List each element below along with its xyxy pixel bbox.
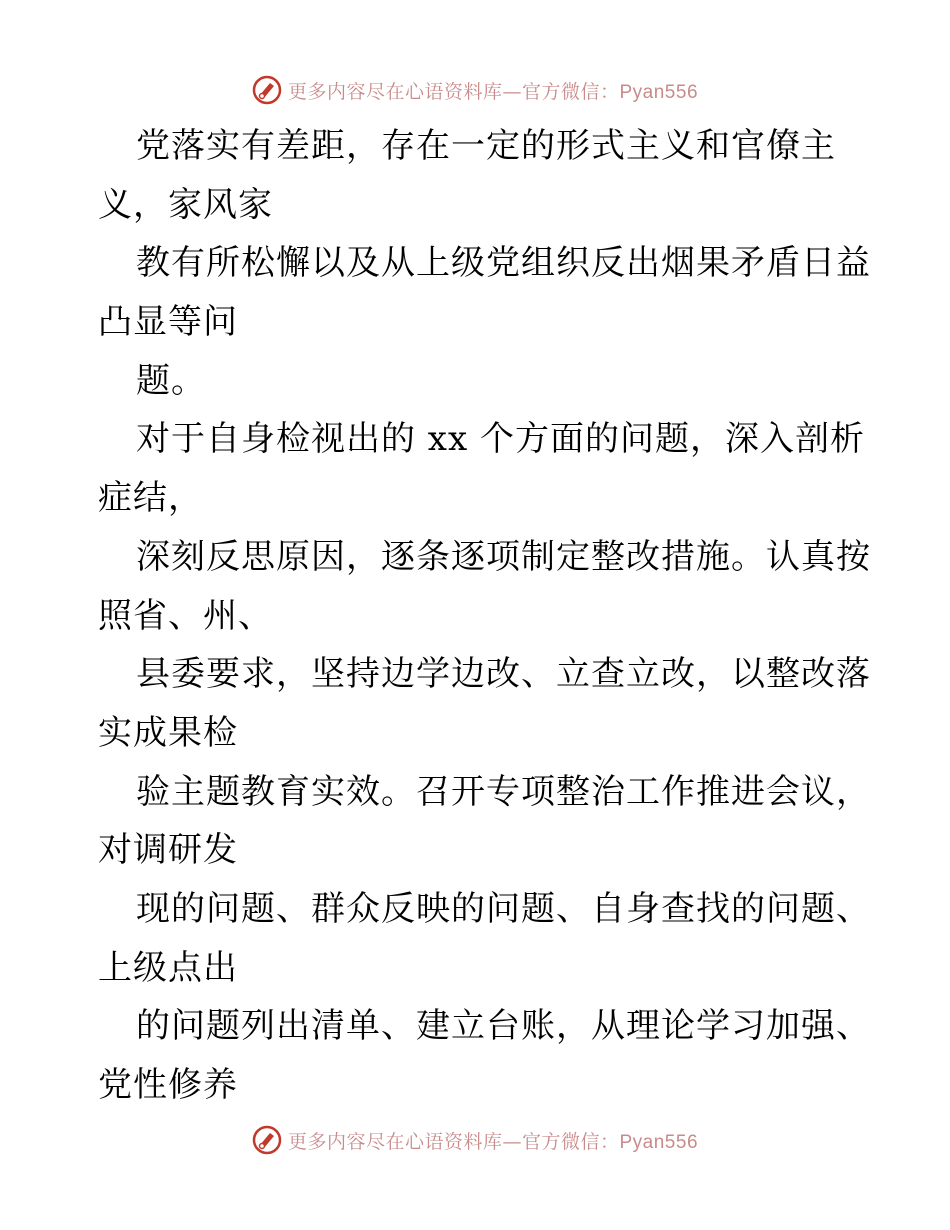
body-line: 上级点出 bbox=[98, 947, 238, 988]
body-line: 对调研发 bbox=[98, 830, 238, 871]
body-line: 教有所松懈以及从上级党组织反出烟果矛盾日益 bbox=[136, 243, 871, 284]
body-line: 症结， bbox=[98, 478, 203, 519]
footer-watermark bbox=[0, 1120, 950, 1160]
body-line: 题。 bbox=[136, 360, 206, 401]
body-line: 县委要求，坚持边学边改、立查立改，以整改落 bbox=[136, 654, 871, 695]
body-line: 凸显等问 bbox=[98, 302, 238, 343]
watermark-text: 更多内容尽在心语资料库—官方微信：Pyan556 bbox=[287, 1130, 699, 1153]
body-line: 验主题教育实效。召开专项整治工作推进会议， bbox=[136, 771, 871, 812]
watermark-text: 更多内容尽在心语资料库—官方微信：Pyan556 bbox=[287, 80, 699, 103]
body-line: 义，家风家 bbox=[98, 184, 273, 225]
body-line: 的问题列出清单、建立台账，从理论学习加强、 bbox=[136, 1006, 871, 1047]
body-line: 对于自身检视出的 xx 个方面的问题，深入剖析 bbox=[136, 419, 865, 460]
body-line: 实成果检 bbox=[98, 712, 238, 753]
body-line: 现的问题、群众反映的问题、自身查找的问题、 bbox=[136, 888, 871, 929]
document-body bbox=[98, 117, 871, 1115]
body-line: 党落实有差距，存在一定的形式主义和官僚主 bbox=[136, 126, 836, 166]
body-line: 党性修养 bbox=[98, 1065, 238, 1105]
header-watermark bbox=[0, 70, 950, 110]
brand-logo-icon bbox=[252, 75, 282, 105]
body-line: 照省、州、 bbox=[98, 595, 273, 636]
body-line: 深刻反思原因，逐条逐项制定整改措施。认真按 bbox=[136, 536, 871, 577]
brand-logo-icon bbox=[252, 1125, 282, 1155]
